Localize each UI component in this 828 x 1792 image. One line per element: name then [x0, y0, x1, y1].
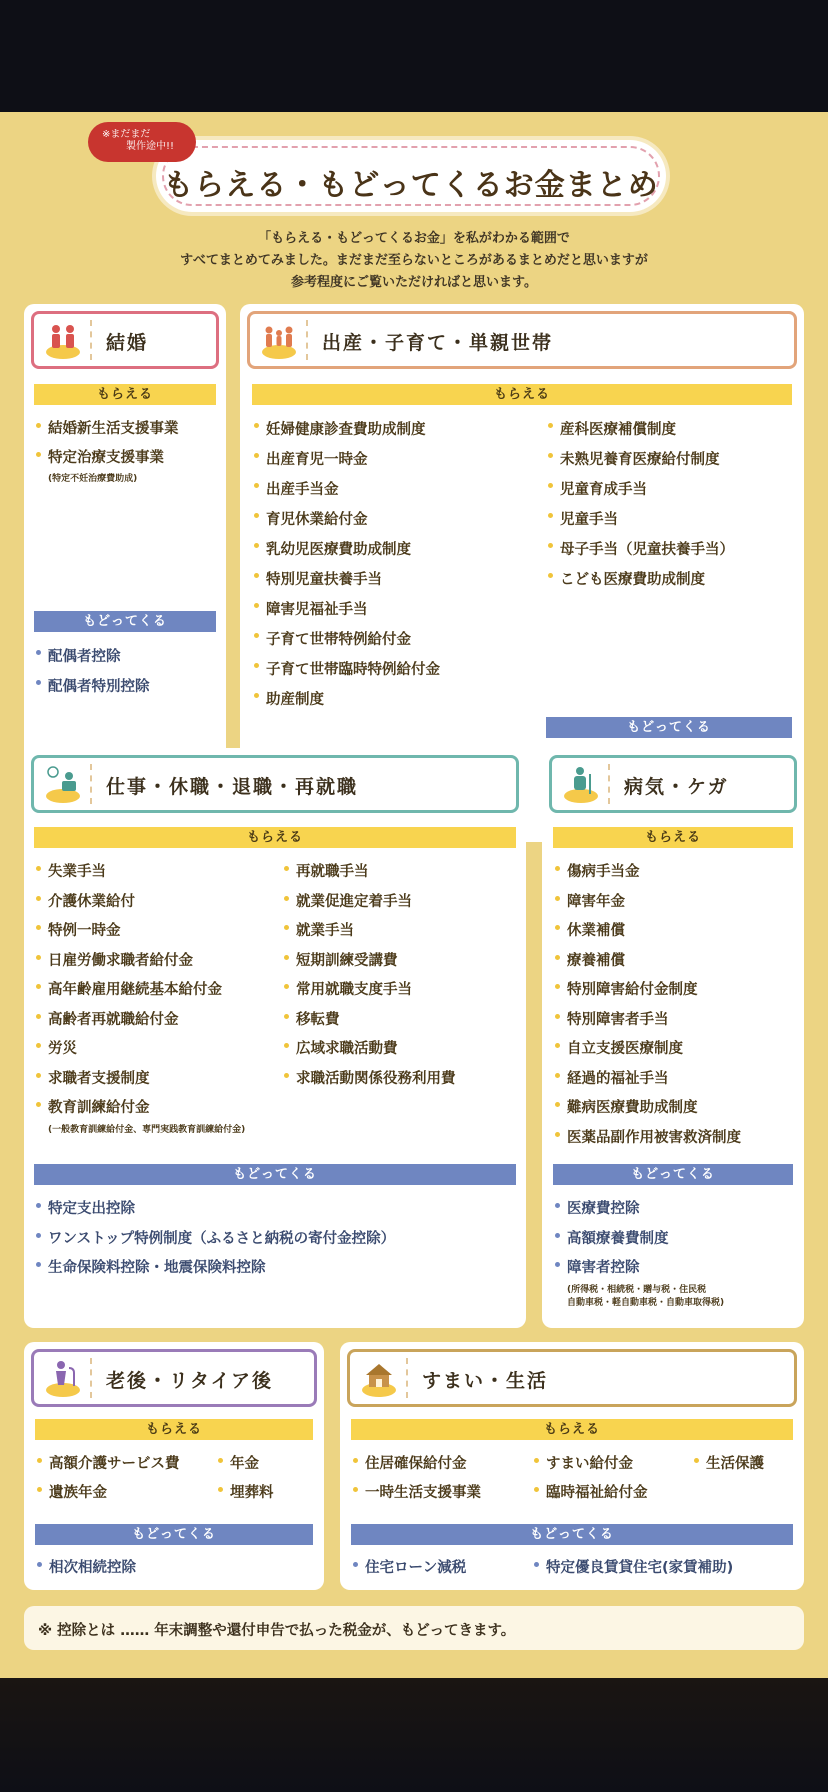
page-title: もらえる・もどってくるお金まとめ [163, 168, 659, 203]
family-icon [258, 320, 300, 360]
list-item: 結婚新生活支援事業 [34, 415, 179, 444]
house-icon [358, 1358, 400, 1398]
list-item: 年金 [216, 1450, 274, 1479]
modottekuru-bar: もどってくる [553, 1164, 793, 1185]
modottekuru-list-col1 [351, 1554, 466, 1583]
poster [0, 112, 828, 1678]
list-item: 高齢者再就職給付金 [34, 1006, 245, 1036]
intro-line: 「もらえる・もどってくるお金」を私がわかる範囲で [258, 231, 570, 246]
list-item: 高額療養費制度 [553, 1225, 724, 1255]
footer-note [24, 1606, 804, 1650]
list-item: 生活保護 [692, 1450, 764, 1479]
badge-line2: 製作途中!! [126, 141, 175, 152]
card-title: すまい・生活 [422, 1370, 549, 1392]
card-header [31, 1349, 317, 1407]
card-header [247, 311, 797, 369]
list-item: 児童手当 [546, 505, 734, 535]
list-item: 自立支援医療制度 [553, 1035, 741, 1065]
moraeru-bar: もらえる [252, 384, 792, 405]
card-illness [542, 748, 804, 1328]
modottekuru-bar: もどってくる [34, 611, 216, 632]
badge-line1: ※まだまだ [102, 129, 151, 140]
list-item: 介護休業給付 [34, 888, 245, 918]
list-item: 求職者支援制度 [34, 1065, 245, 1095]
moraeru-list-left [252, 415, 440, 715]
card-title: 老後・リタイア後 [106, 1370, 274, 1392]
list-item: 乳幼児医療費助成制度 [252, 535, 440, 565]
moraeru-list-right [216, 1450, 274, 1508]
moraeru-bar: もらえる [34, 827, 516, 848]
list-item: 産科医療補償制度 [546, 415, 734, 445]
list-item: 妊婦健康診査費助成制度 [252, 415, 440, 445]
in-progress-badge [88, 122, 196, 162]
list-item: 母子手当（児童扶養手当） [546, 535, 734, 565]
list-item: 傷病手当金 [553, 858, 741, 888]
modottekuru-list [35, 1554, 136, 1583]
list-item: 医薬品副作用被害救済制度 [553, 1124, 741, 1154]
moraeru-bar: もらえる [553, 827, 793, 848]
list-item: 未熟児養育医療給付制度 [546, 445, 734, 475]
list-item: 特例一時金 [34, 917, 245, 947]
moraeru-list-right [546, 415, 734, 595]
list-item-note: (一般教育訓練給付金、専門実践教育訓練給付金) [48, 1124, 246, 1135]
intro-line: すべてまとめてみました。まだまだ至らないところがあるまとめだと思いますが [180, 253, 648, 268]
list-item: 教育訓練給付金 (一般教育訓練給付金、専門実践教育訓練給付金) [34, 1094, 245, 1137]
modottekuru-bar: もどってくる [35, 1524, 313, 1545]
list-item: 特別障害者手当 [553, 1006, 741, 1036]
moraeru-list-left [34, 858, 245, 1137]
list-item: 障害者控除 (所得税・相続税・贈与税・住民税 自動車税・軽自動車税・自動車取得税) [553, 1254, 724, 1310]
patient-icon [560, 764, 602, 804]
card-header [347, 1349, 797, 1407]
modottekuru-list-col2 [532, 1554, 733, 1583]
list-item: 移転費 [282, 1006, 456, 1036]
list-item: 出産育児一時金 [252, 445, 440, 475]
moraeru-bar: もらえる [35, 1419, 313, 1440]
list-item: 失業手当 [34, 858, 245, 888]
list-item: 出産手当金 [252, 475, 440, 505]
list-item: 住居確保給付金 [351, 1450, 481, 1479]
list-item-note: (特定不妊治療費助成) [48, 474, 138, 484]
list-item: 生命保険料控除・地震保険料控除 [34, 1254, 395, 1284]
moraeru-list-right [282, 858, 456, 1094]
list-item: 難病医療費助成制度 [553, 1094, 741, 1124]
title-banner [156, 140, 666, 212]
modottekuru-bar: もどってくる [546, 717, 792, 738]
moraeru-list [553, 858, 741, 1153]
card-work [24, 748, 526, 1328]
moraeru-list-col2 [532, 1450, 648, 1508]
list-item: 日雇労働求職者給付金 [34, 947, 245, 977]
list-item: 短期訓練受講費 [282, 947, 456, 977]
list-item: 子育て世帯臨時特例給付金 [252, 655, 440, 685]
card-header [31, 755, 519, 813]
list-item: すまい給付金 [532, 1450, 648, 1479]
list-item: 児童育成手当 [546, 475, 734, 505]
list-item: 特定支出控除 [34, 1195, 395, 1225]
list-item: 就業手当 [282, 917, 456, 947]
intro-line: 参考程度にご覧いただければと思います。 [291, 275, 537, 290]
intro-text [0, 228, 828, 294]
list-item: 特別児童扶養手当 [252, 565, 440, 595]
list-item: 住宅ローン減税 [351, 1554, 466, 1583]
list-item: 障害児福祉手当 [252, 595, 440, 625]
list-item: 配偶者特別控除 [34, 672, 150, 702]
list-item: 高年齢雇用継続基本給付金 [34, 976, 245, 1006]
list-item: 特定優良賃貸住宅(家賃補助) [532, 1554, 733, 1583]
list-item: 広域求職活動費 [282, 1035, 456, 1065]
card-header [549, 755, 797, 813]
list-item: 臨時福祉給付金 [532, 1479, 648, 1508]
card-living [340, 1342, 804, 1590]
list-item-note: 自動車税・軽自動車税・自動車取得税) [567, 1297, 725, 1308]
moraeru-list-left [35, 1450, 180, 1508]
list-item: 常用就職支度手当 [282, 976, 456, 1006]
list-item: 経過的福祉手当 [553, 1065, 741, 1095]
list-item: 育児休業給付金 [252, 505, 440, 535]
list-item: 労災 [34, 1035, 245, 1065]
card-retire [24, 1342, 324, 1590]
list-item-note: (所得税・相続税・贈与税・住民税 [567, 1284, 707, 1295]
list-item: 医療費控除 [553, 1195, 724, 1225]
modottekuru-list [553, 1195, 724, 1310]
list-item: 休業補償 [553, 917, 741, 947]
modottekuru-bar: もどってくる [351, 1524, 793, 1545]
card-title: 病気・ケガ [624, 776, 729, 798]
list-item: 埋葬料 [216, 1479, 274, 1508]
list-item: 求職活動関係役務利用費 [282, 1065, 456, 1095]
worker-icon [42, 764, 84, 804]
couple-icon [42, 320, 84, 360]
list-item: 遺族年金 [35, 1479, 180, 1508]
list-item: こども医療費助成制度 [546, 565, 734, 595]
list-item: 高額介護サービス費 [35, 1450, 180, 1479]
modottekuru-list [34, 642, 150, 702]
modottekuru-list [34, 1195, 395, 1284]
card-title: 出産・子育て・単親世帯 [322, 332, 554, 354]
list-item: 就業促進定着手当 [282, 888, 456, 918]
moraeru-bar: もらえる [34, 384, 216, 405]
list-item: 一時生活支援事業 [351, 1479, 481, 1508]
list-item: ワンストップ特例制度（ふるさと納税の寄付金控除） [34, 1225, 395, 1255]
list-item: 療養補償 [553, 947, 741, 977]
list-item: 助産制度 [252, 685, 440, 715]
bottom-band [0, 1678, 828, 1792]
list-item: 特定治療支援事業 (特定不妊治療費助成) [34, 444, 179, 486]
card-title: 仕事・休職・退職・再就職 [106, 776, 359, 798]
list-item: 子育て世帯特例給付金 [252, 625, 440, 655]
moraeru-list [34, 415, 179, 486]
card-title: 結婚 [106, 332, 149, 354]
modottekuru-bar: もどってくる [34, 1164, 516, 1185]
list-item: 特別障害給付金制度 [553, 976, 741, 1006]
moraeru-list-col1 [351, 1450, 481, 1508]
moraeru-list-col3 [692, 1450, 764, 1479]
card-header [31, 311, 219, 369]
list-item: 障害年金 [553, 888, 741, 918]
list-item: 配偶者控除 [34, 642, 150, 672]
moraeru-bar: もらえる [351, 1419, 793, 1440]
list-item: 相次相続控除 [35, 1554, 136, 1583]
list-item: 再就職手当 [282, 858, 456, 888]
elderly-icon [42, 1358, 84, 1398]
footer-note-text: ※ 控除とは …… 年末調整や還付申告で払った税金が、もどってきます。 [38, 1623, 516, 1639]
